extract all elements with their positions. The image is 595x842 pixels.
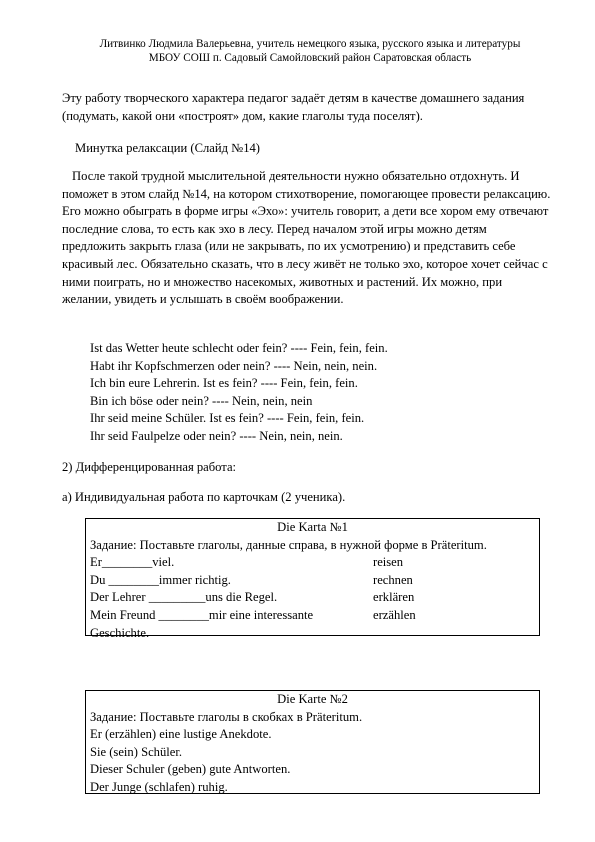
card-1-row xyxy=(90,625,535,643)
author-header xyxy=(60,38,560,65)
card-2-task: Задание: Поставьте глаголы в скобках в Präteritum. xyxy=(90,709,363,724)
subsection-title: а) Индивидуальная работа по карточкам (2 ученика). xyxy=(62,490,346,504)
card-1-verb: reisen xyxy=(373,555,404,570)
card-1-row xyxy=(90,554,535,572)
poem-line: Ihr seid Faulpelze oder nein? ---- Nein, nein, nein. xyxy=(90,428,343,443)
card-1-sentence: Er________viel. xyxy=(90,555,175,570)
school-line: МБОУ СОШ п. Садовый Самойловский район Саратовская область xyxy=(148,51,472,64)
card-1-verb: erklären xyxy=(373,590,415,605)
poem-block xyxy=(90,340,388,446)
poem-line: Ich bin eure Lehrerin. Ist es fein? ---- Fein, fein, fein. xyxy=(90,376,358,391)
card-1-row xyxy=(90,572,535,590)
card-2-line: Sie (sein) Schüler. xyxy=(90,744,182,759)
card-2-line: Er (erzählen) eine lustige Anekdote. xyxy=(90,727,272,742)
poem-line: Bin ich böse oder nein? ---- Nein, nein, nein xyxy=(90,393,313,408)
poem-line: Ihr seid meine Schüler. Ist es fein? ---- Fein, fein, fein. xyxy=(90,411,365,426)
card-2-line: Der Junge (schlafen) ruhig. xyxy=(90,779,228,794)
card-2 xyxy=(85,690,540,794)
card-1-verb: erzählen xyxy=(373,607,416,622)
card-2-title: Die Karte №2 xyxy=(277,692,348,706)
author-line: Литвинко Людмила Валерьевна, учитель немецкого языка, русского языка и литературы xyxy=(99,38,521,50)
card-1-sentence: Geschichte. xyxy=(90,625,150,640)
card-2-line: Dieser Schuler (geben) gute Antworten. xyxy=(90,762,291,777)
section-title: 2) Дифференцированная работа: xyxy=(62,460,237,474)
relax-title: Минутка релаксации (Слайд №14) xyxy=(75,141,260,155)
card-1-sentence: Du ________immer richtig. xyxy=(90,572,231,587)
card-1-row xyxy=(90,607,535,625)
intro-paragraph: Эту работу творческого характера педагог задаёт детям в качестве домашнего задания (подумать, какой они «построят» дом, какие глаголы туда поселят). xyxy=(62,91,525,123)
poem-line: Habt ihr Kopfschmerzen oder nein? ---- Nein, nein, nein. xyxy=(90,358,378,373)
card-1-sentence: Mein Freund ________mir eine interessante xyxy=(90,607,314,622)
relax-paragraph: После такой трудной мыслительной деятельности нужно обязательно отдохнуть. И поможет в этом слайд №14, на котором стихотворение, помогающее провести релаксацию. Его можно обыграть в форме игры «Эхо»: учитель говорит, а дети все хором ему отвечают последние слова, то есть как эхо в лесу. Перед началом этой игры можно детям предложить закрыть глаза (или не закрывать, по их усмотрению) и представить себе красивый лес. Обязательно сказать, что в лесу живёт не только эхо, которое хочет сейчас с ними поиграть, но и множество насекомых, животных и растений. Их можно, при желании, увидеть и услышать в своём воображении. xyxy=(62,169,551,307)
card-1-task: Задание: Поставьте глаголы, данные справа, в нужной форме в Präteritum. xyxy=(90,537,487,552)
card-1-row xyxy=(90,589,535,607)
card-1-verb: rechnen xyxy=(373,572,413,587)
card-1-title: Die Karta №1 xyxy=(277,520,348,534)
card-1-sentence: Der Lehrer _________uns die Regel. xyxy=(90,590,278,605)
card-1 xyxy=(85,518,540,640)
poem-line: Ist das Wetter heute schlecht oder fein? ---- Fein, fein, fein. xyxy=(90,341,388,355)
